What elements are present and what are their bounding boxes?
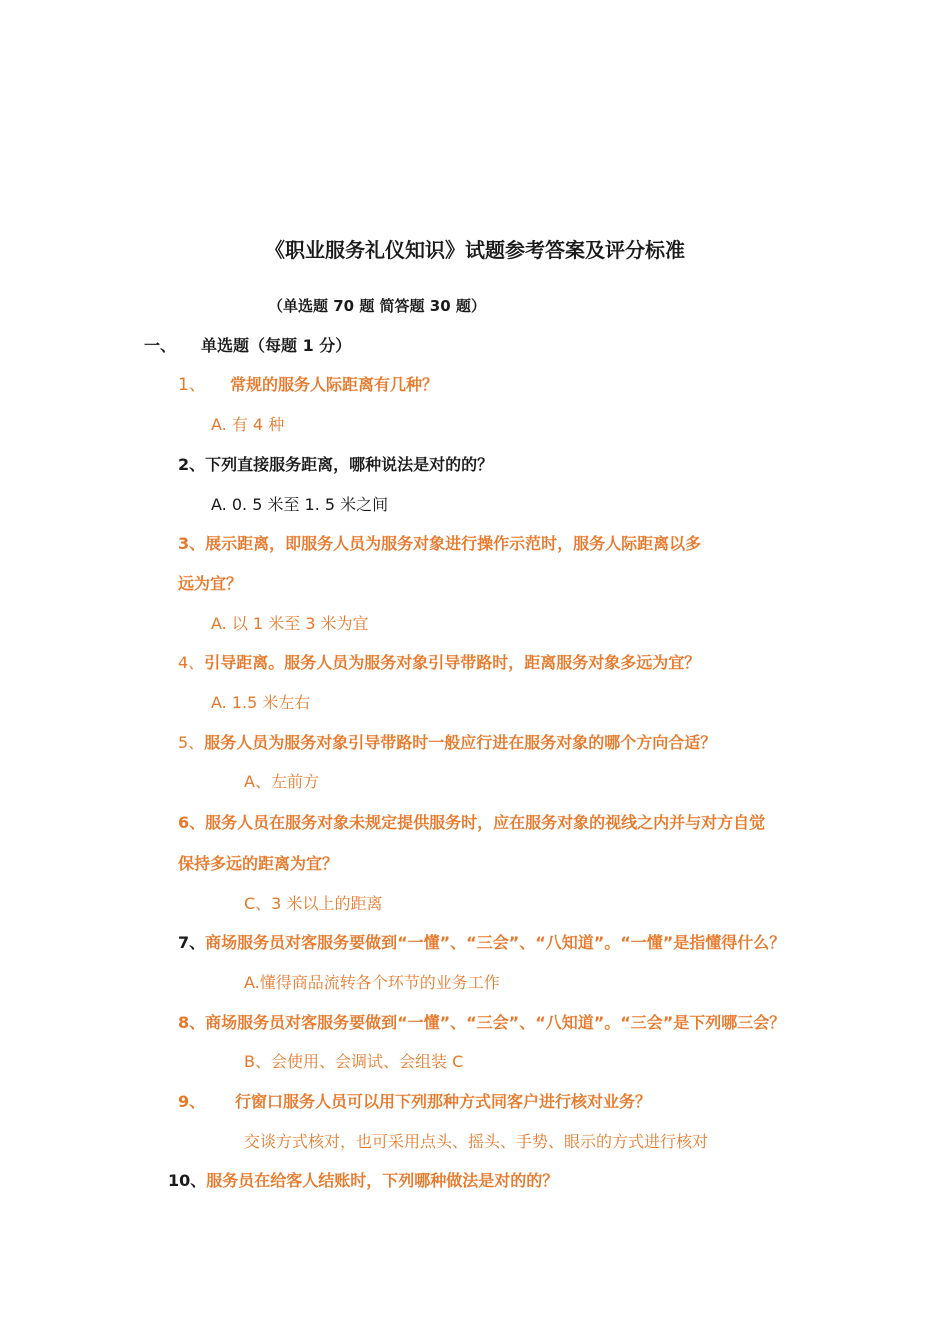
section-label: 单选题（每题 1 分） [201, 336, 352, 355]
subtitle: （单选题 70 题 简答题 30 题） [268, 297, 486, 315]
answer-3: A. 以 1 米至 3 米为宜 [211, 614, 369, 633]
question-3-line-2: 远为宜？ [178, 574, 243, 593]
question-1-text: 常规的服务人际距离有几种？ [230, 375, 439, 394]
question-9-number: 9、 [178, 1092, 206, 1111]
question-8: 8、商场服务员对客服务要做到“一懂”、“三会”、“八知道”。“三会”是下列哪三会？ [178, 1013, 786, 1032]
question-2-text: 下列直接服务距离，哪种说法是对的的？ [205, 455, 494, 474]
question-7-number: 7、 [178, 933, 206, 952]
answer-6: C、3 米以上的距离 [244, 894, 383, 913]
question-3-line-1: 3、展示距离，即服务人员为服务对象进行操作示范时，服务人际距离以多 [178, 534, 702, 553]
question-4-text: 引导距离。服务人员为服务对象引导带路时，距离服务对象多远为宜？ [204, 653, 701, 672]
question-9-text: 行窗口服务人员可以用下列那种方式同客户进行核对业务？ [235, 1092, 652, 1111]
question-5 [178, 732, 716, 754]
answer-4: A. 1.5 米左右 [211, 693, 311, 712]
page-title: 《职业服务礼仪知识》试题参考答案及评分标准 [265, 238, 685, 262]
question-5-number: 5、 [178, 733, 205, 752]
answer-9: 交谈方式核对，也可采用点头、摇头、手势、眼示的方式进行核对 [244, 1132, 709, 1151]
question-5-text: 服务人员为服务对象引导带路时一般应行进在服务对象的哪个方向合适？ [204, 733, 717, 752]
answer-8: B、会使用、会调试、会组装 C [244, 1052, 464, 1071]
question-10 [168, 1170, 558, 1192]
question-6-line-2: 保持多远的距离为宜？ [178, 854, 339, 873]
question-6-line-1: 6、服务人员在服务对象未规定提供服务时，应在服务对象的视线之内并与对方自觉 [178, 813, 766, 832]
question-1-number: 1、 [178, 375, 206, 395]
section-number: 一、 [144, 336, 177, 355]
question-7-text: 商场服务员对客服务要做到“一懂”、“三会”、“八知道”。“一懂”是指懂得什么？ [205, 933, 786, 952]
question-2 [178, 454, 493, 476]
question-2-number: 2、 [178, 455, 206, 474]
question-4 [178, 652, 700, 674]
answer-7: A.懂得商品流转各个环节的业务工作 [244, 973, 500, 992]
answer-5: A、左前方 [244, 772, 319, 791]
answer-2: A. 0. 5 米至 1. 5 米之间 [211, 495, 389, 514]
question-4-number: 4、 [178, 653, 205, 672]
answer-1: A. 有 4 种 [211, 415, 285, 434]
question-7 [178, 932, 785, 954]
question-10-text: 服务员在给客人结账时，下列哪种做法是对的的？ [206, 1171, 559, 1190]
question-10-number: 10、 [168, 1171, 207, 1190]
